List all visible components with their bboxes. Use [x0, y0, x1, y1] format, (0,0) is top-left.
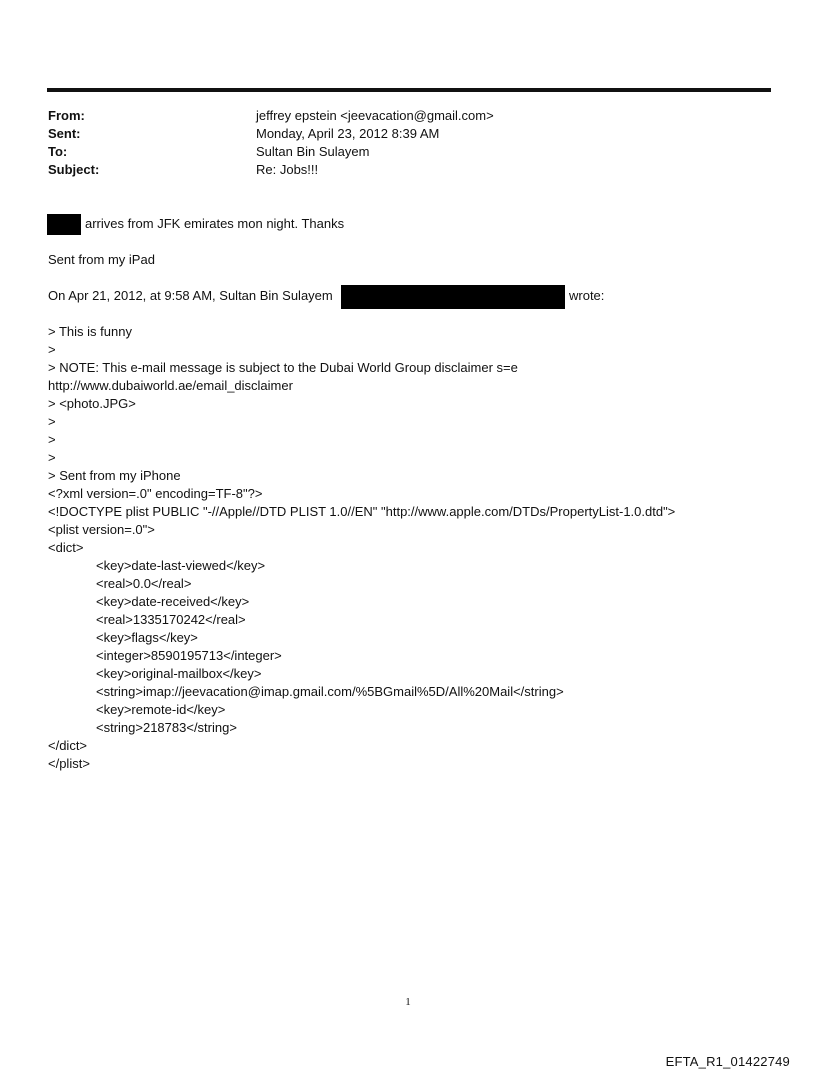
to-value: Sultan Bin Sulayem: [256, 144, 370, 159]
to-label: To:: [48, 144, 68, 159]
sent-label: Sent:: [48, 126, 81, 141]
xml-line: <plist version=.0">: [48, 522, 155, 537]
quoted-line: > NOTE: This e-mail message is subject to the Dubai World Group disclaimer s=e: [48, 360, 518, 375]
xml-line: <integer>8590195713</integer>: [96, 648, 282, 663]
quoted-line: > Sent from my iPhone: [48, 468, 181, 483]
page-number: 1: [405, 996, 411, 1008]
xml-line: </dict>: [48, 738, 88, 753]
quoted-line: > This is funny: [48, 324, 132, 339]
xml-line: <key>flags</key>: [96, 630, 198, 645]
quoted-line: >: [48, 450, 56, 465]
body-line-arrival: arrives from JFK emirates mon night. Thanks: [85, 216, 345, 231]
xml-line: <?xml version=.0" encoding=TF-8"?>: [48, 486, 263, 501]
xml-line: <real>0.0</real>: [96, 576, 192, 591]
xml-line: <string>imap://jeevacation@imap.gmail.com/%5BGmail%5D/All%20Mail</string>: [96, 684, 564, 699]
xml-line: <key>date-last-viewed</key>: [96, 558, 266, 573]
sent-value: Monday, April 23, 2012 8:39 AM: [256, 126, 440, 141]
from-label: From:: [48, 108, 85, 123]
xml-line: <real>1335170242</real>: [96, 612, 246, 627]
xml-line: <string>218783</string>: [96, 720, 237, 735]
quoted-line: >: [48, 432, 56, 447]
subject-label: Subject:: [48, 162, 100, 177]
from-value: jeffrey epstein <jeevacation@gmail.com>: [256, 108, 494, 123]
xml-line: <key>remote-id</key>: [96, 702, 226, 717]
xml-line: <dict>: [48, 540, 84, 555]
quoted-line: >: [48, 342, 56, 357]
quoted-line: http://www.dubaiworld.ae/email_disclaimer: [48, 378, 293, 393]
quoted-line: > <photo.JPG>: [48, 396, 136, 411]
xml-line: <key>date-received</key>: [96, 594, 250, 609]
body-line-quote-intro: On Apr 21, 2012, at 9:58 AM, Sultan Bin Sulayem: [48, 288, 333, 303]
redaction-box: [341, 285, 565, 309]
xml-line: <!DOCTYPE plist PUBLIC "-//Apple//DTD PLIST 1.0//EN" "http://www.apple.com/DTDs/PropertyList-1.0.dtd">: [48, 504, 676, 519]
subject-value: Re: Jobs!!!: [256, 162, 319, 177]
body-line-wrote: wrote:: [569, 288, 605, 303]
redaction-box: [47, 214, 81, 235]
header-rule: [47, 88, 771, 92]
body-line-signature: Sent from my iPad: [48, 252, 155, 267]
bates-number: EFTA_R1_01422749: [665, 1054, 790, 1069]
xml-line: <key>original-mailbox</key>: [96, 666, 262, 681]
xml-line: </plist>: [48, 756, 90, 771]
quoted-line: >: [48, 414, 56, 429]
